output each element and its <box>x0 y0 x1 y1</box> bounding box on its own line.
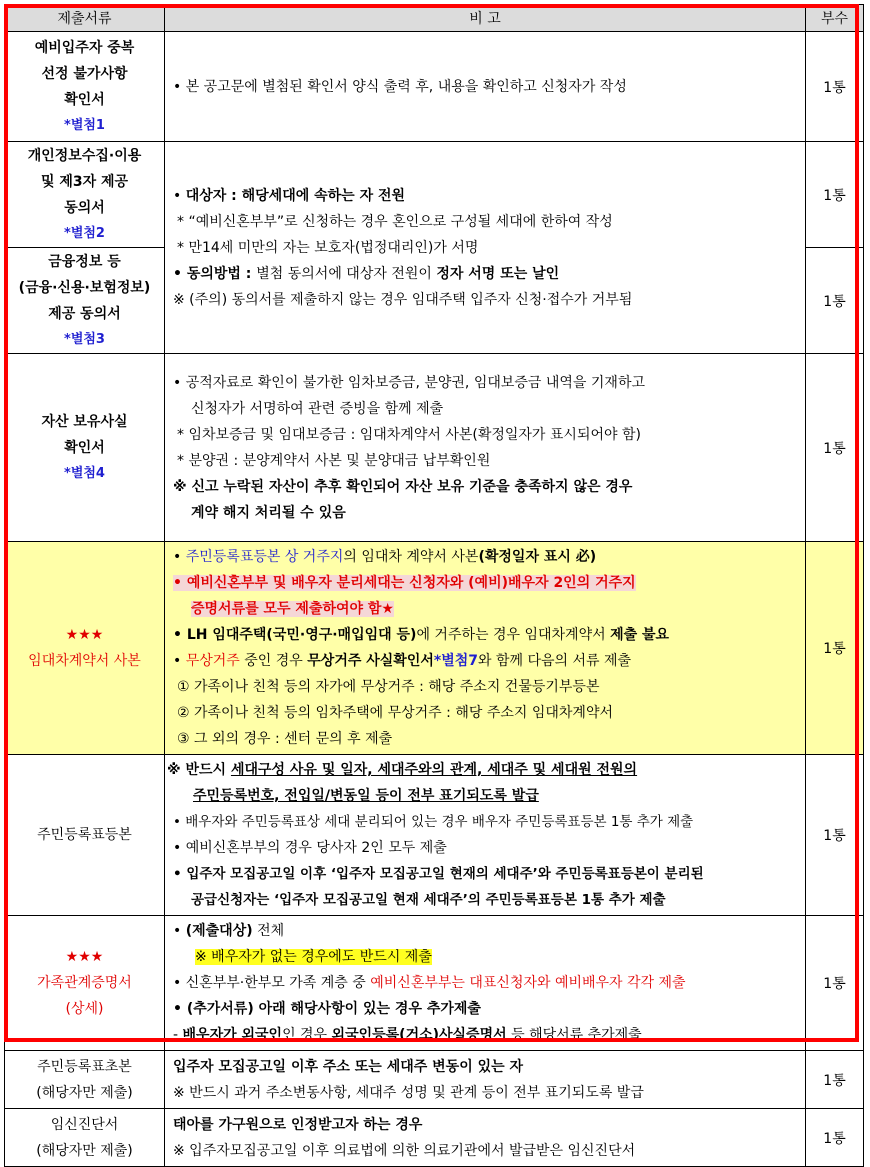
remarks-cell: • 공적자료로 확인이 불가한 임차보증금, 분양권, 임대보증금 내역을 기재하고 신청자가 서명하여 관련 증빙을 함께 제출 * 임차보증금 및 임대보증금 : 임대차계약서 사본(확정일자가 표시되어야 함) * 분양권 : 분양계약서 사본 및 분양대금 납부확인원 ※ 신고 누락된 자산이 추후 확인되어 자산 보유 기준을 충족하지 않은 경우 계약 해지 처리될 수 있음 <box>165 354 806 542</box>
doc-name-cell: 임신진단서 (해당자만 제출) <box>5 1109 165 1167</box>
remarks-cell: 입주자 모집공고일 이후 주소 또는 세대주 변동이 있는 자 ※ 반드시 과거 주소변동사항, 세대주 성명 및 관계 등이 전부 표기되도록 발급 <box>165 1051 806 1109</box>
stars-label: ★★★ <box>65 949 104 965</box>
remarks-cell: • 주민등록표등본 상 거주지의 임대차 계약서 사본(확정일자 표시 必) • 예비신혼부부 및 배우자 분리세대는 신청자와 (예비)배우자 2인의 거주지 증명서류를 모두 제출하여야 함★ • LH 임대주택(국민·영구·매입임대 등)에 거주하는 경우 임대차계약서 제출 불요 • 무상거주 중인 경우 무상거주 사실확인서*별첨7와 함께 다음의 서류 제출 ① 가족이나 친척 등의 자가에 무상거주 : 해당 주소지 건물등기부등본 ② 가족이나 친척 등의 임차주택에 무상거주 : 해당 주소지 임대차계약서 ③ 그 외의 경우 : 센터 문의 후 제출 <box>165 542 806 755</box>
attachment-ref: *별첨2 <box>64 225 105 241</box>
table-row <box>5 542 864 755</box>
attachment-ref: *별첨4 <box>64 465 105 481</box>
table-row <box>5 755 864 916</box>
count-cell: 1통 <box>806 1051 864 1109</box>
remarks-cell: • (제출대상) 전체 ※ 배우자가 없는 경우에도 반드시 제출 • 신혼부부·한부모 가족 계층 중 예비신혼부부는 대표신청자와 예비배우자 각각 제출 • (추가서류) 아래 해당사항이 있는 경우 추가제출 - 배우자가 외국인인 경우 외국인등록(거소)사실증명서 등 해당서류 추가제출 <box>165 916 806 1051</box>
table-row <box>5 1109 864 1167</box>
header-count: 부수 <box>806 5 864 32</box>
doc-name-cell: 금융정보 등 (금융·신용·보험정보) 제공 동의서 *별첨3 <box>5 248 165 354</box>
count-cell: 1통 <box>806 354 864 542</box>
stars-label: ★★★ <box>65 627 104 643</box>
count-cell: 1통 <box>806 142 864 248</box>
header-documents: 제출서류 <box>5 5 165 32</box>
count-cell: 1통 <box>806 755 864 916</box>
doc-name-cell: 주민등록표등본 <box>5 755 165 916</box>
count-cell: 1통 <box>806 1109 864 1167</box>
doc-name-cell: 자산 보유사실 확인서 *별첨4 <box>5 354 165 542</box>
count-cell: 1통 <box>806 248 864 354</box>
table-header-row <box>5 5 864 32</box>
remarks-cell: • 대상자 : 해당세대에 속하는 자 전원 * “예비신혼부부”로 신청하는 경우 혼인으로 구성될 세대에 한하여 작성 * 만14세 미만의 자는 보호자(법정대리인)가 서명 • 동의방법 : 별첨 동의서에 대상자 전원이 정자 서명 또는 날인 ※ (주의) 동의서를 제출하지 않는 경우 임대주택 입주자 신청·접수가 거부됨 <box>165 142 806 354</box>
count-cell: 1통 <box>806 32 864 142</box>
doc-name-cell: 개인정보수집·이용 및 제3자 제공 동의서 *별첨2 <box>5 142 165 248</box>
count-cell: 1통 <box>806 542 864 755</box>
doc-name-cell: 주민등록표초본 (해당자만 제출) <box>5 1051 165 1109</box>
remarks-cell: ※ 반드시 세대구성 사유 및 일자, 세대주와의 관계, 세대주 및 세대원 전원의 주민등록번호, 전입일/변동일 등이 전부 표기되도록 발급 • 배우자와 주민등록표상 세대 분리되어 있는 경우 배우자 주민등록표등본 1통 추가 제출 • 예비신혼부부의 경우 당사자 2인 모두 제출 • 입주자 모집공고일 이후 ‘입주자 모집공고일 현재의 세대주’와 주민등록표등본이 분리된 공급신청자는 ‘입주자 모집공고일 현재 세대주’의 주민등록표등본 1통 추가 제출 <box>165 755 806 916</box>
remarks-cell: 태아를 가구원으로 인정받고자 하는 경우 ※ 입주자모집공고일 이후 의료법에 의한 의료기관에서 발급받은 임신진단서 <box>165 1109 806 1167</box>
doc-name-cell: ★★★ 임대차계약서 사본 <box>5 542 165 755</box>
table-row <box>5 354 864 542</box>
table-row <box>5 916 864 1051</box>
table-row <box>5 1051 864 1109</box>
doc-name-cell: 예비입주자 중복 선정 불가사항 확인서 *별첨1 <box>5 32 165 142</box>
attachment-ref: *별첨1 <box>64 117 105 133</box>
table-row <box>5 32 864 142</box>
table-row <box>5 142 864 248</box>
document-table <box>4 4 864 1167</box>
header-remarks: 비 고 <box>165 5 806 32</box>
doc-name-cell: ★★★ 가족관계증명서 (상세) <box>5 916 165 1051</box>
count-cell: 1통 <box>806 916 864 1051</box>
remarks-cell: • 본 공고문에 별첨된 확인서 양식 출력 후, 내용을 확인하고 신청자가 작성 <box>165 32 806 142</box>
attachment-ref: *별첨3 <box>64 331 105 347</box>
